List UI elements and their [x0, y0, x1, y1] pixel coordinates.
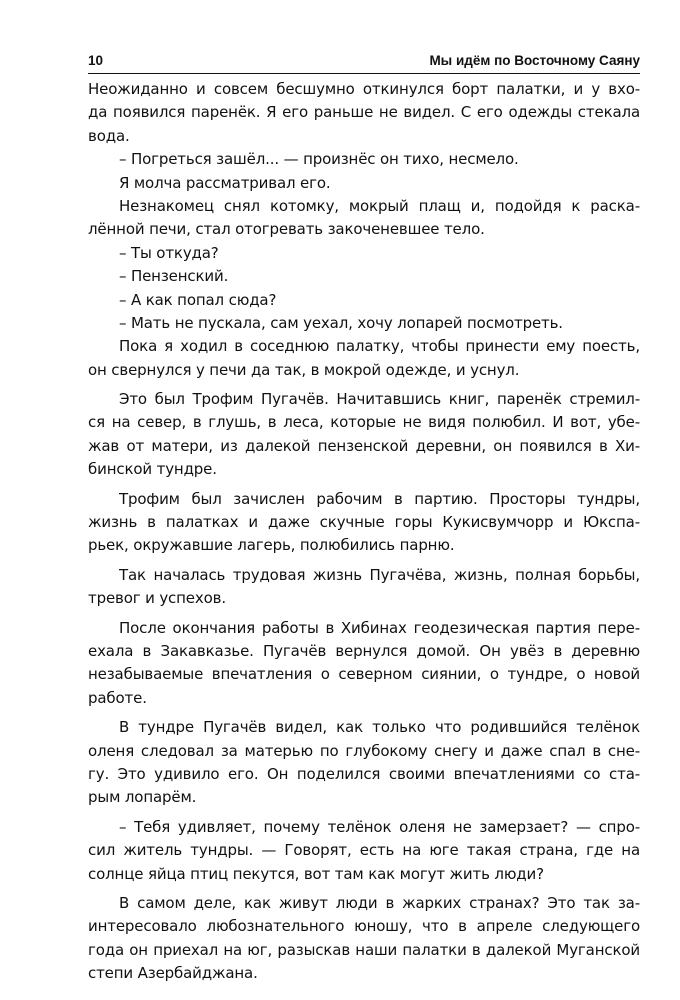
paragraph: [88, 716, 640, 810]
text-line: бинской тундре.: [88, 460, 217, 479]
text-line: оленя следовал за матерью по глубокому снегу и даже спал в сне-: [88, 741, 640, 760]
text-line: Неожиданно и совсем бесшумно откинулся борт палатки, и у вхо-: [88, 80, 640, 98]
text-line: Незнакомец снял котомку, мокрый плащ и, подойдя к раска-: [119, 196, 640, 215]
text-line: степи Азербайджана.: [88, 964, 258, 983]
text-line: ся на север, в глушь, в леса, которые не видя полюбил. И вот, убе-: [88, 413, 640, 432]
text-line: гу. Это удивило его. Он поделился своими впечатлениями со ста-: [88, 764, 640, 783]
text-line: В тундре Пугачёв видел, как только что родившийся телёнок: [119, 718, 640, 737]
paragraph: [88, 312, 640, 335]
paragraph: [88, 78, 640, 148]
paragraph: [88, 148, 640, 171]
text-line: После окончания работы в Хибинах геодезическая партия пере-: [119, 618, 640, 637]
paragraph: [88, 816, 640, 886]
text-line: ехала в Закавказье. Пугачёв вернулся домой. Он увёз в деревню: [88, 641, 640, 660]
text-line: работе.: [88, 688, 147, 707]
text-line: В самом деле, как живут люди в жарких странах? Это так за-: [119, 893, 640, 912]
paragraph: [88, 564, 640, 611]
paragraph: [88, 289, 640, 312]
paragraph: [88, 488, 640, 558]
text-line: сил житель тундры. — Говорят, есть на юге такая страна, где на: [88, 841, 640, 860]
text-line: – Ты откуда?: [119, 243, 219, 262]
text-line: Это был Трофим Пугачёв. Начитавшись книг, паренёк стремил-: [119, 390, 640, 409]
paragraph: [88, 388, 640, 482]
paragraph: [88, 892, 640, 986]
text-line: – Погреться зашёл... — произнёс он тихо, несмело.: [119, 150, 519, 169]
running-header: [88, 51, 640, 71]
text-line: интересовало любознательного юношу, что в апреле следующего: [88, 917, 640, 936]
text-line: рьек, окружавшие лагерь, полюбились парню.: [88, 536, 455, 555]
text-line: – А как попал сюда?: [119, 290, 277, 309]
paragraph: [88, 335, 640, 382]
text-line: вода.: [88, 126, 130, 145]
text-line: – Мать не пускала, сам уехал, хочу лопарей посмотреть.: [119, 313, 563, 332]
text-line: Трофим был зачислен рабочим в партию. Просторы тундры,: [119, 489, 640, 508]
paragraph: [88, 172, 640, 195]
paragraph: [88, 242, 640, 265]
body-text: [88, 78, 640, 985]
text-line: солнце яйца птиц пекутся, вот там как могут жить люди?: [88, 864, 544, 883]
book-title: Мы идём по Восточному Саяну: [429, 53, 640, 68]
text-line: он свернулся у печи да так, в мокрой одежде, и уснул.: [88, 360, 520, 379]
text-line: года он приехал на юг, разыскав наши палатки в далекой Муганской: [88, 940, 640, 959]
text-line: незабываемые впечатления о северном сиянии, о тундре, о новой: [88, 665, 640, 684]
page-number: 10: [88, 53, 104, 68]
text-line: да появился паренёк. Я его раньше не видел. С его одежды стекала: [88, 103, 640, 122]
paragraph: [88, 265, 640, 288]
header-rule: [88, 73, 640, 74]
text-line: жизнь в палатках и даже скучные горы Кукисвумчорр и Юкспа-: [88, 513, 640, 532]
text-line: жав от матери, из далекой пензенской деревни, он появился в Хи-: [88, 436, 640, 455]
text-line: Я молча рассматривал его.: [119, 173, 331, 192]
text-line: – Тебя удивляет, почему телёнок оленя не замерзает? — спро-: [119, 817, 640, 836]
text-line: тревог и успехов.: [88, 589, 226, 608]
paragraph: [88, 195, 640, 242]
text-line: рым лопарём.: [88, 788, 197, 807]
text-line: Пока я ходил в соседнюю палатку, чтобы принести ему поесть,: [119, 337, 640, 356]
paragraph: [88, 617, 640, 711]
text-line: лённой печи, стал отогревать закоченевшее тело.: [88, 220, 485, 239]
text-line: – Пензенский.: [119, 267, 229, 286]
text-line: Так началась трудовая жизнь Пугачёва, жизнь, полная борьбы,: [119, 565, 640, 584]
